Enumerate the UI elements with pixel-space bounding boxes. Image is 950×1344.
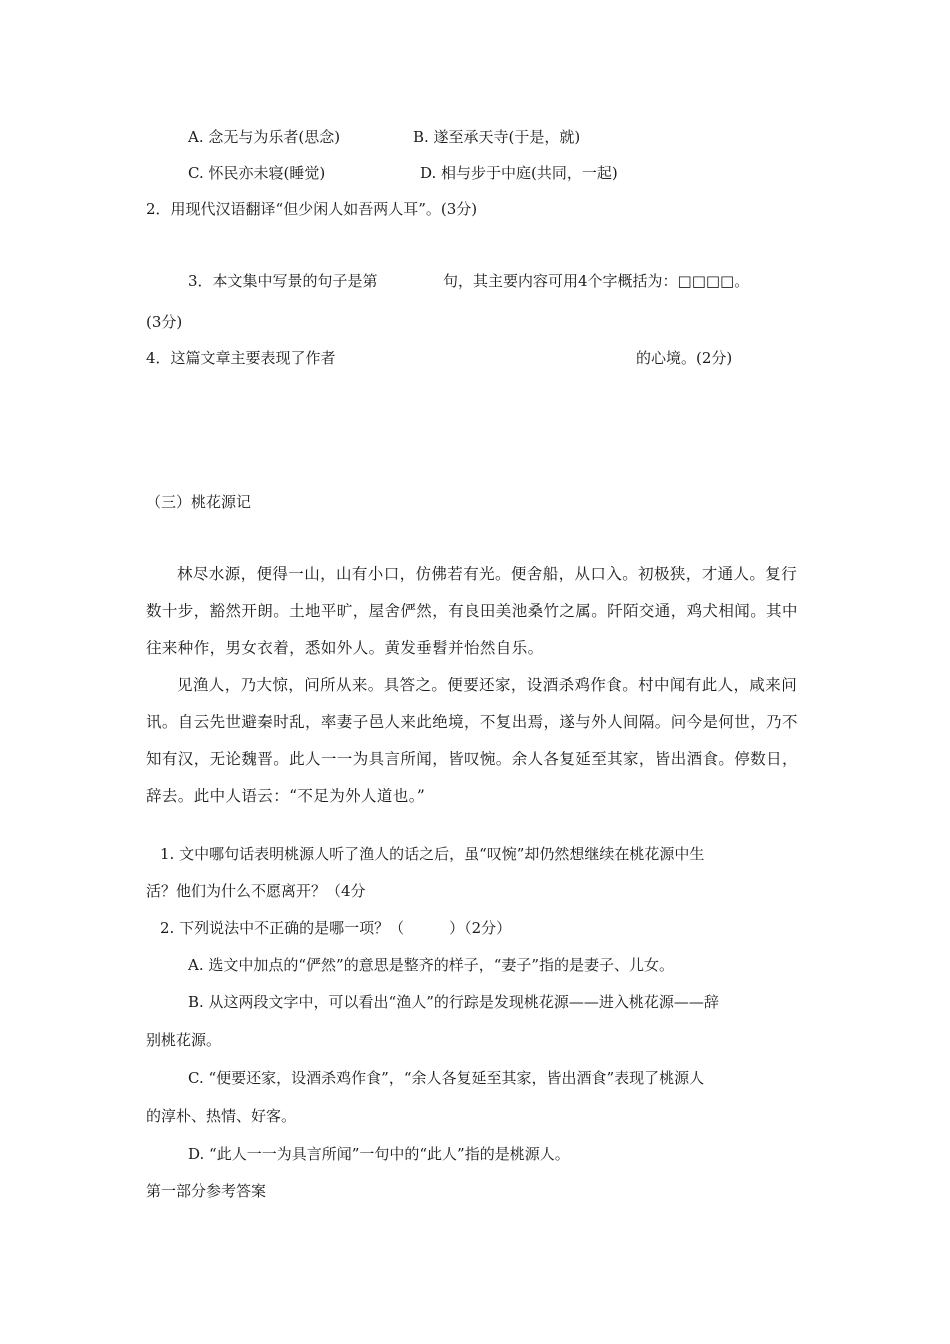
option-c: C. 怀民亦未寝(睡觉) (188, 164, 326, 182)
s3-option-c-line1: C. “便要还家，设酒杀鸡作食”，“余人各复延至其家，皆出酒食”表现了桃源人 (188, 1069, 705, 1087)
s3-question-2: 2. 下列说法中不正确的是哪一项？（ ）（2分） (160, 919, 512, 937)
option-a: A. 念无与为乐者(思念) (188, 128, 341, 146)
s3-question-1-line2: 活？他们为什么不愿离开？（4分 (146, 882, 366, 900)
s3-option-a: A. 选文中加点的“俨然”的意思是整齐的样子，“妻子”指的是妻子、儿女。 (188, 956, 675, 974)
passage-paragraph-2: 见渔人，乃大惊，问所从来。具答之。便要还家，设酒杀鸡作食。村中闻有此人，咸来问讯。自云先世避秦时乱，率妻子邑人来此绝境，不复出焉，遂与外人间隔。问今是何世，乃不知有汉，无论魏晋。此人一一为具言所闻，皆叹惋。余人各复延至其家，皆出酒食。停数日，辞去。此中人语云：“不足为外人道也。” (146, 676, 798, 805)
question-4-part1: 4．这篇文章主要表现了作者 (146, 349, 336, 367)
option-d: D. 相与步于中庭(共同，一起) (420, 164, 618, 182)
answer-section-heading: 第一部分参考答案 (146, 1182, 267, 1200)
s3-question-1-line1: 1. 文中哪句话表明桃源人听了渔人的话之后，虽“叹惋”却仍然想继续在桃花源中生 (160, 845, 705, 863)
question-4-part2: 的心境。(2分) (636, 349, 733, 367)
section-title: （三）桃花源记 (146, 493, 252, 511)
s3-option-d: D. “此人一一为具言所闻”一句中的“此人”指的是桃源人。 (188, 1145, 570, 1163)
question-3-part1: 3．本文集中写景的句子是第 (188, 272, 378, 290)
option-b: B. 遂至承天寺(于是，就) (413, 128, 581, 146)
s3-option-c-line2: 的淳朴、热情、好客。 (146, 1107, 297, 1125)
s3-option-b-line2: 别桃花源。 (146, 1031, 222, 1049)
question-3-part2: 句，其主要内容可用4个字概括为：□□□□。 (443, 272, 750, 290)
passage (146, 556, 808, 815)
question-3-score: (3分) (146, 313, 183, 331)
passage-paragraph-1: 林尽水源，便得一山，山有小口，仿佛若有光。便舍船，从口入。初极狭，才通人。复行数十步，豁然开朗。土地平旷，屋舍俨然，有良田美池桑竹之属。阡陌交通，鸡犬相闻。其中往来种作，男女衣着，悉如外人。黄发垂髫并怡然自乐。 (146, 565, 798, 657)
question-2: 2．用现代汉语翻译“但少闲人如吾两人耳”。(3分) (146, 200, 478, 218)
s3-option-b-line1: B. 从这两段文字中，可以看出“渔人”的行踪是发现桃花源——进入桃花源——辞 (188, 993, 719, 1011)
